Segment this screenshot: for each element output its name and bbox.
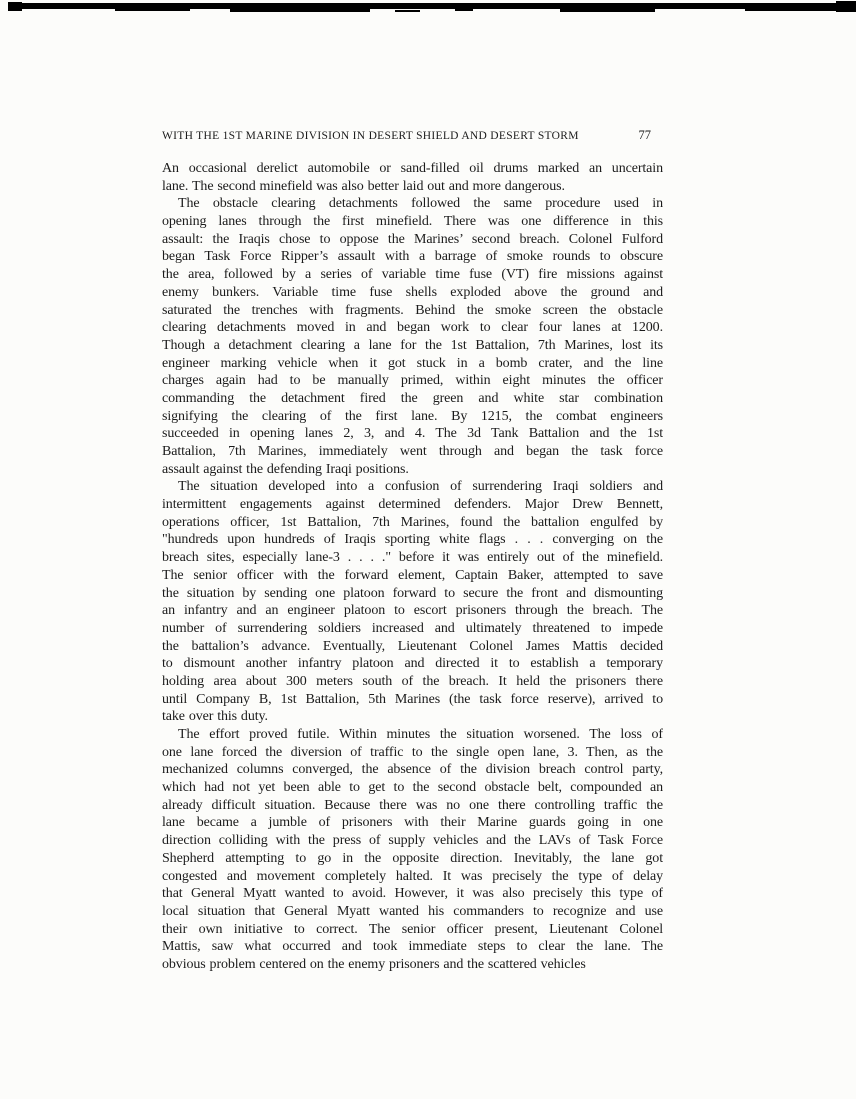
text-line: The obstacle clearing detachments followed the same procedure used in [178,196,663,212]
scan-artifact-segment [455,9,473,11]
text-line: to dismount another infantry platoon and directed it to establish a temporary [162,656,663,672]
text-line: Mattis, saw what occurred and took immediate steps to clear the lane. The [162,939,663,955]
text-line: began Task Force Ripper’s assault with a barrage of smoke rounds to obscure [162,249,663,265]
page-number: 77 [638,128,651,142]
text-line: operations officer, 1st Battalion, 7th Marines, found the battalion engulfed by [162,514,663,530]
text-line: the area, followed by a series of variable time fuse (VT) fire missions against [162,267,663,283]
text-line: charges again had to be manually primed, within eight minutes the officer [162,373,663,389]
text-line: the battalion’s advance. Eventually, Lieutenant Colonel James Mattis decided [162,638,663,654]
text-line: An occasional derelict automobile or sand-filled oil drums marked an uncertain [162,161,663,176]
page-body [162,160,663,974]
running-header [162,128,663,143]
text-line: until Company B, 1st Battalion, 5th Marines (the task force reserve), arrived to [162,691,663,707]
text-line: Shepherd attempting to go in the opposite direction. Inevitably, the lane got [162,850,663,866]
scan-artifact-segment [836,1,856,12]
text-line: one lane forced the diversion of traffic to the single open lane, 3. Then, as the [162,744,663,760]
text-line: direction colliding with the press of supply vehicles and the LAVs of Task Force [162,833,663,849]
text-line: the situation by sending one platoon forward to secure the front and dismounting [162,585,663,601]
text-line: engineer marking vehicle when it got stuck in a bomb crater, and the line [162,355,663,371]
text-line: assault: the Iraqis chose to oppose the Marines’ second breach. Colonel Fulford [162,231,663,247]
text-line: number of surrendering soldiers increased and ultimately threatened to impede [162,620,663,636]
text-line: breach sites, especially lane-3 . . . ." before it was entirely out of the minefield. [162,550,663,566]
text-line: congested and movement completely halted. It was precisely the type of delay [162,868,663,884]
text-line: which had not yet been able to get to the second obstacle belt, compounded an [162,780,663,796]
text-line: assault against the defending Iraqi positions. [162,461,409,477]
text-line: The effort proved futile. Within minutes the situation worsened. The loss of [178,727,663,742]
text-line: succeeded in opening lanes 2, 3, and 4. The 3d Tank Battalion and the 1st [162,426,663,442]
text-line: signifying the clearing of the first lane. By 1215, the combat engineers [162,408,663,424]
text-line: saturated the trenches with fragments. Behind the smoke screen the obstacle [162,302,663,318]
text-line: mechanized columns converged, the absence of the division breach control party, [162,762,663,778]
text-line: already difficult situation. Because there was no one there controlling traffic the [162,797,663,813]
text-line: enemy bunkers. Variable time fuse shells exploded above the ground and [162,284,663,300]
text-line: an infantry and an engineer platoon to escort prisoners through the breach. The [162,603,663,619]
running-title: WITH THE 1ST MARINE DIVISION IN DESERT SHIELD AND DESERT STORM [162,130,579,142]
text-line: holding area about 300 meters south of the breach. It held the prisoners there [162,673,663,689]
text-line: that General Myatt wanted to avoid. However, it was also precisely this type of [162,886,663,902]
text-line: their own initiative to correct. The senior officer present, Lieutenant Colonel [162,921,663,937]
text-line: clearing detachments moved in and began work to clear four lanes at 1200. [162,320,663,336]
text-line: lane. The second minefield was also better laid out and more dangerous. [162,178,565,194]
scan-artifact-segment [115,9,190,11]
text-line: obvious problem centered on the enemy prisoners and the scattered vehicles [162,956,586,972]
text-line: "hundreds upon hundreds of Iraqis sporting white flags . . . converging on the [162,532,663,548]
scan-artifact-segment [395,10,420,12]
scan-artifact-segment [560,9,655,12]
text-line: Though a detachment clearing a lane for the 1st Battalion, 7th Marines, lost its [162,337,663,353]
text-line: Battalion, 7th Marines, immediately went through and began the task force [162,444,663,459]
text-line: intermittent engagements against determined defenders. Major Drew Bennett, [162,497,663,513]
text-line: The situation developed into a confusion of surrendering Iraqi soldiers and [178,479,663,495]
text-line: take over this duty. [162,709,268,725]
text-line: lane became a jumble of prisoners with their Marine guards going in one [162,815,663,831]
text-line: commanding the detachment fired the green and white star combination [162,390,663,406]
scan-artifact-segment [8,2,22,11]
text-line: opening lanes through the first minefield. There was one difference in this [162,214,663,230]
text-line: The senior officer with the forward element, Captain Baker, attempted to save [162,567,663,583]
scan-artifact-segment [230,9,370,12]
text-line: local situation that General Myatt wanted his commanders to recognize and use [162,903,663,919]
